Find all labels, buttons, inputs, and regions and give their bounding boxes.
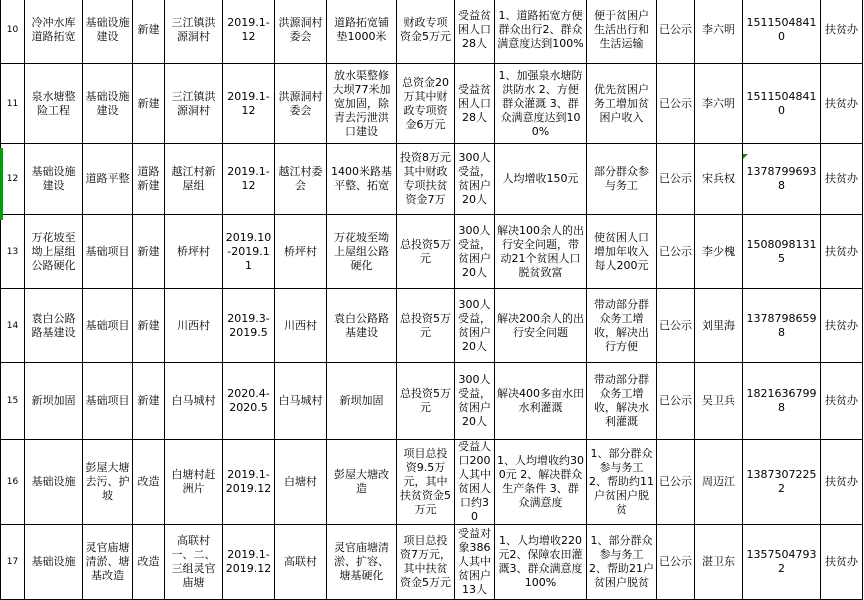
responsible-person-cell[interactable]: 刘里海 [695, 289, 743, 363]
time-cell[interactable]: 2019.1-12 [223, 0, 275, 64]
responsible-person-cell[interactable]: 李六明 [695, 64, 743, 144]
project-type-cell[interactable]: 基础项目 [83, 215, 133, 289]
location-cell[interactable]: 白马城村 [165, 363, 223, 440]
mechanism-cell[interactable]: 带动部分群众务工增收，解决水利灌溉 [587, 363, 657, 440]
table-row[interactable] [1, 0, 863, 64]
project-name-cell[interactable]: 基础设施建设 [25, 144, 83, 215]
row-number-cell[interactable]: 14 [1, 289, 25, 363]
time-cell[interactable]: 2019.1-2019.12 [223, 440, 275, 525]
phone-cell[interactable]: 13575047932 [743, 525, 821, 600]
department-cell[interactable]: 扶贫办 [821, 525, 863, 600]
row-number-cell[interactable]: 12 [1, 144, 25, 215]
effect-cell[interactable]: 解决100余人的出行安全问题，带动21个贫困人口脱贫致富 [495, 215, 587, 289]
location-cell[interactable]: 川西村 [165, 289, 223, 363]
row-number-cell[interactable]: 15 [1, 363, 25, 440]
fund-cell[interactable]: 投资8万元其中财政专项扶贫资金7万 [397, 144, 455, 215]
effect-cell[interactable]: 1、人均增收220元2、保障农田灌溉3、群众满意度100% [495, 525, 587, 600]
time-cell[interactable]: 2020.4-2020.5 [223, 363, 275, 440]
department-cell[interactable]: 扶贫办 [821, 0, 863, 64]
project-type-cell[interactable]: 灵官庙塘清淤、塘基改造 [83, 525, 133, 600]
content-cell[interactable]: 万花坡至坳上屋组公路硬化 [327, 215, 397, 289]
content-cell[interactable]: 灵官庙塘清淤、扩容、塘基硬化 [327, 525, 397, 600]
fund-cell[interactable]: 总投资5万元 [397, 289, 455, 363]
phone-cell[interactable]: 15080981315 [743, 215, 821, 289]
project-name-cell[interactable]: 基础设施 [25, 525, 83, 600]
project-type-cell[interactable]: 基础设施建设 [83, 64, 133, 144]
project-name-cell[interactable]: 万花坡至坳上屋组公路硬化 [25, 215, 83, 289]
content-cell[interactable]: 新坝加固 [327, 363, 397, 440]
public-status-cell[interactable]: 已公示 [657, 525, 695, 600]
beneficiary-cell[interactable]: 受益人口200人其中贫困人口约30 [455, 440, 495, 525]
content-cell[interactable]: 道路拓宽铺垫1000米 [327, 0, 397, 64]
fund-cell[interactable]: 总投资5万元 [397, 363, 455, 440]
public-status-cell[interactable]: 已公示 [657, 0, 695, 64]
effect-cell[interactable]: 1、道路拓宽方便群众出行2、群众满意度达到100% [495, 0, 587, 64]
content-cell[interactable]: 袁白公路路基建设 [327, 289, 397, 363]
project-type-cell[interactable]: 道路平整 [83, 144, 133, 215]
fund-cell[interactable]: 项目总投资9.5万元，其中扶贫资金5万元 [397, 440, 455, 525]
owner-cell[interactable]: 白塘村 [275, 440, 327, 525]
fund-cell[interactable]: 财政专项资金5万元 [397, 0, 455, 64]
project-type-cell[interactable]: 基础项目 [83, 363, 133, 440]
construction-nature-cell[interactable]: 改造 [133, 440, 165, 525]
responsible-person-cell[interactable]: 李六明 [695, 0, 743, 64]
content-cell[interactable]: 彭屋大塘改造 [327, 440, 397, 525]
public-status-cell[interactable]: 已公示 [657, 215, 695, 289]
owner-cell[interactable]: 高联村 [275, 525, 327, 600]
content-cell[interactable]: 放水渠整修大坝77米加宽加固，除青去污泄洪口建设 [327, 64, 397, 144]
responsible-person-cell[interactable]: 宋兵权 [695, 144, 743, 215]
table-row[interactable] [1, 440, 863, 525]
time-cell[interactable]: 2019.1-12 [223, 144, 275, 215]
time-cell[interactable]: 2019.10-2019.11 [223, 215, 275, 289]
construction-nature-cell[interactable]: 新建 [133, 215, 165, 289]
public-status-cell[interactable]: 已公示 [657, 289, 695, 363]
department-cell[interactable]: 扶贫办 [821, 64, 863, 144]
row-number-cell[interactable]: 17 [1, 525, 25, 600]
project-name-cell[interactable]: 基础设施 [25, 440, 83, 525]
effect-cell[interactable]: 解决400多亩水田水利灌溉 [495, 363, 587, 440]
location-cell[interactable]: 三江镇洪源洞村 [165, 64, 223, 144]
effect-cell[interactable]: 1、加强泉水塘防洪防水 2、方便群众灌溉 3、群众满意度达到100% [495, 64, 587, 144]
location-cell[interactable]: 桥坪村 [165, 215, 223, 289]
beneficiary-cell[interactable]: 300人受益，贫困户20人 [455, 289, 495, 363]
cell-comment-indicator [743, 154, 748, 159]
construction-nature-cell[interactable]: 道路新建 [133, 144, 165, 215]
location-cell[interactable]: 三江镇洪源洞村 [165, 0, 223, 64]
public-status-cell[interactable]: 已公示 [657, 64, 695, 144]
phone-cell[interactable]: 13787986598 [743, 289, 821, 363]
project-type-cell[interactable]: 基础设施建设 [83, 0, 133, 64]
public-status-cell[interactable]: 已公示 [657, 440, 695, 525]
beneficiary-cell[interactable]: 受益贫困人口28人 [455, 0, 495, 64]
table-row[interactable] [1, 64, 863, 144]
owner-cell[interactable]: 洪源洞村委会 [275, 0, 327, 64]
time-cell[interactable]: 2019.1-12 [223, 64, 275, 144]
project-name-cell[interactable]: 袁白公路路基建设 [25, 289, 83, 363]
table-row[interactable] [1, 215, 863, 289]
responsible-person-cell[interactable]: 湛卫东 [695, 525, 743, 600]
owner-cell[interactable]: 川西村 [275, 289, 327, 363]
beneficiary-cell[interactable]: 300人受益，贫困户20人 [455, 363, 495, 440]
construction-nature-cell[interactable]: 改造 [133, 525, 165, 600]
beneficiary-cell[interactable]: 受益对象386人其中贫困户13人 [455, 525, 495, 600]
table-row[interactable] [1, 144, 863, 215]
location-cell[interactable]: 白塘村赶洲片 [165, 440, 223, 525]
table-row[interactable] [1, 289, 863, 363]
table-row[interactable] [1, 525, 863, 600]
beneficiary-cell[interactable]: 300人受益，贫困户20人 [455, 144, 495, 215]
row-number-cell[interactable]: 16 [1, 440, 25, 525]
mechanism-cell[interactable]: 1、部分群众参与务工 2、帮助21户贫困户脱贫 [587, 525, 657, 600]
phone-cell[interactable]: 13787996938 [743, 144, 821, 215]
mechanism-cell[interactable]: 优先贫困户务工增加贫困户收入 [587, 64, 657, 144]
beneficiary-cell[interactable]: 300人受益，贫困户20人 [455, 215, 495, 289]
row-number-cell[interactable]: 10 [1, 0, 25, 64]
phone-cell[interactable]: 15115048410 [743, 0, 821, 64]
project-name-cell[interactable]: 泉水塘整险工程 [25, 64, 83, 144]
content-cell[interactable]: 1400米路基平整、拓宽 [327, 144, 397, 215]
mechanism-cell[interactable]: 便于贫困户生活出行和生活运输 [587, 0, 657, 64]
row-number-cell[interactable]: 13 [1, 215, 25, 289]
mechanism-cell[interactable]: 部分群众参与务工 [587, 144, 657, 215]
time-cell[interactable]: 2019.1-2019.12 [223, 525, 275, 600]
fund-cell[interactable]: 项目总投资7万元，其中扶贫资金5万元 [397, 525, 455, 600]
public-status-cell[interactable]: 已公示 [657, 363, 695, 440]
phone-cell[interactable]: 18216367998 [743, 363, 821, 440]
table-row[interactable] [1, 363, 863, 440]
phone-cell[interactable]: 15115048410 [743, 64, 821, 144]
row-selection-marker [0, 148, 3, 220]
time-cell[interactable]: 2019.3-2019.5 [223, 289, 275, 363]
construction-nature-cell[interactable]: 新建 [133, 363, 165, 440]
owner-cell[interactable]: 越江村委会 [275, 144, 327, 215]
public-status-cell[interactable]: 已公示 [657, 144, 695, 215]
location-cell[interactable]: 高联村一、二、三组灵官庙塘 [165, 525, 223, 600]
owner-cell[interactable]: 桥坪村 [275, 215, 327, 289]
owner-cell[interactable]: 白马城村 [275, 363, 327, 440]
project-type-cell[interactable]: 基础项目 [83, 289, 133, 363]
location-cell[interactable]: 越江村新屋组 [165, 144, 223, 215]
responsible-person-cell[interactable]: 吴卫兵 [695, 363, 743, 440]
construction-nature-cell[interactable]: 新建 [133, 0, 165, 64]
beneficiary-cell[interactable]: 受益贫困人口28人 [455, 64, 495, 144]
fund-cell[interactable]: 总投资5万元 [397, 215, 455, 289]
effect-cell[interactable]: 1、人均增收约300元 2、解决群众生产条件 3、群众满意度 [495, 440, 587, 525]
department-cell[interactable]: 扶贫办 [821, 215, 863, 289]
project-name-cell[interactable]: 冷冲水库道路拓宽 [25, 0, 83, 64]
construction-nature-cell[interactable]: 新建 [133, 64, 165, 144]
mechanism-cell[interactable]: 1、部分群众参与务工 2、帮助约11户贫困户脱贫 [587, 440, 657, 525]
mechanism-cell[interactable]: 带动部分群众务工增收，解决出行方便 [587, 289, 657, 363]
effect-cell[interactable]: 人均增收150元 [495, 144, 587, 215]
responsible-person-cell[interactable]: 周迈江 [695, 440, 743, 525]
project-name-cell[interactable]: 新坝加固 [25, 363, 83, 440]
mechanism-cell[interactable]: 使贫困人口增加年收入每人200元 [587, 215, 657, 289]
fund-cell[interactable]: 总资金20万其中财政专项资金6万元 [397, 64, 455, 144]
department-cell[interactable]: 扶贫办 [821, 440, 863, 525]
department-cell[interactable]: 扶贫办 [821, 363, 863, 440]
phone-cell[interactable]: 13873072252 [743, 440, 821, 525]
department-cell[interactable]: 扶贫办 [821, 289, 863, 363]
effect-cell[interactable]: 解决200余人的出行安全问题 [495, 289, 587, 363]
department-cell[interactable]: 扶贫办 [821, 144, 863, 215]
row-number-cell[interactable]: 11 [1, 64, 25, 144]
owner-cell[interactable]: 洪源洞村委会 [275, 64, 327, 144]
construction-nature-cell[interactable]: 新建 [133, 289, 165, 363]
responsible-person-cell[interactable]: 李少槐 [695, 215, 743, 289]
project-type-cell[interactable]: 彭屋大塘去污、护坡 [83, 440, 133, 525]
